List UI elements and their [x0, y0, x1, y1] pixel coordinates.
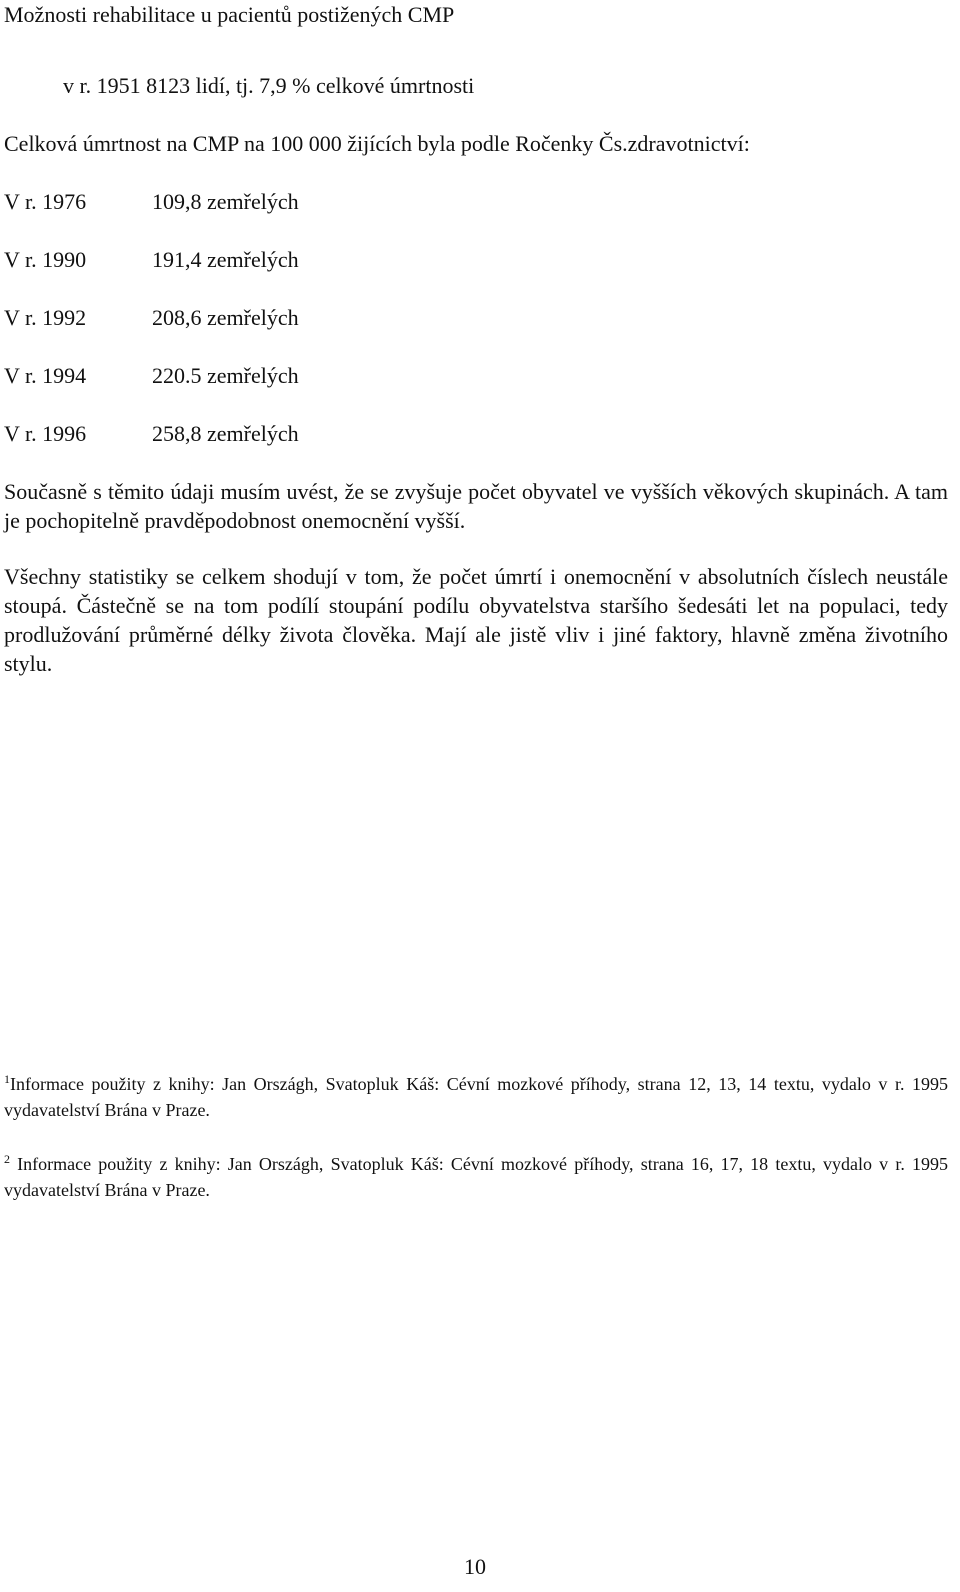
- footnote-mark: 2: [4, 1152, 10, 1166]
- mortality-year: V r. 1990: [4, 247, 87, 272]
- page-title: Možnosti rehabilitace u pacientů postižených CMP: [4, 2, 455, 27]
- mortality-value: 208,6 zemřelých: [152, 305, 299, 330]
- paragraph-statistics: Všechny statistiky se celkem shodují v tom, že počet úmrtí i onemocnění v absolutních číslech neustále stoupá. Částečně se na tom podílí stoupání podílu obyvatelstva staršího šedesáti let na populaci, tedy prodlužování průměrné délky života člověka. Mají ale jistě vliv i jiné faktory, hlavně změna životního stylu.: [4, 564, 948, 676]
- mortality-1951-line: v r. 1951 8123 lidí, tj. 7,9 % celkové úmrtnosti: [63, 73, 475, 98]
- footnote-text: Informace použity z knihy: Jan Országh, Svatopluk Káš: Cévní mozkové příhody, strana 16, 17, 18 textu, vydalo v r. 1995 vydavatelství Brána v Praze.: [4, 1154, 948, 1200]
- mortality-year: V r. 1976: [4, 189, 87, 214]
- mortality-value: 220.5 zemřelých: [152, 363, 299, 388]
- footnote-1: [4, 1071, 948, 1123]
- footnote-2: [4, 1151, 948, 1203]
- mortality-intro: Celková úmrtnost na CMP na 100 000 žijících byla podle Ročenky Čs.zdravotnictví:: [4, 131, 750, 156]
- paragraph-population: Současně s těmito údaji musím uvést, že se zvyšuje počet obyvatel ve vyšších věkových skupinách. A tam je pochopitelně pravděpodobnost onemocnění vyšší.: [4, 479, 948, 533]
- mortality-year: V r. 1992: [4, 305, 87, 330]
- footnote-mark: 1: [4, 1072, 10, 1086]
- mortality-value: 109,8 zemřelých: [152, 189, 299, 214]
- page-number: 10: [464, 1554, 486, 1579]
- footnote-text: Informace použity z knihy: Jan Országh, Svatopluk Káš: Cévní mozkové příhody, strana 12, 13, 14 textu, vydalo v r. 1995 vydavatelství Brána v Praze.: [4, 1074, 948, 1120]
- mortality-value: 258,8 zemřelých: [152, 421, 299, 446]
- mortality-year: V r. 1996: [4, 421, 87, 446]
- mortality-year: V r. 1994: [4, 363, 87, 388]
- mortality-value: 191,4 zemřelých: [152, 247, 299, 272]
